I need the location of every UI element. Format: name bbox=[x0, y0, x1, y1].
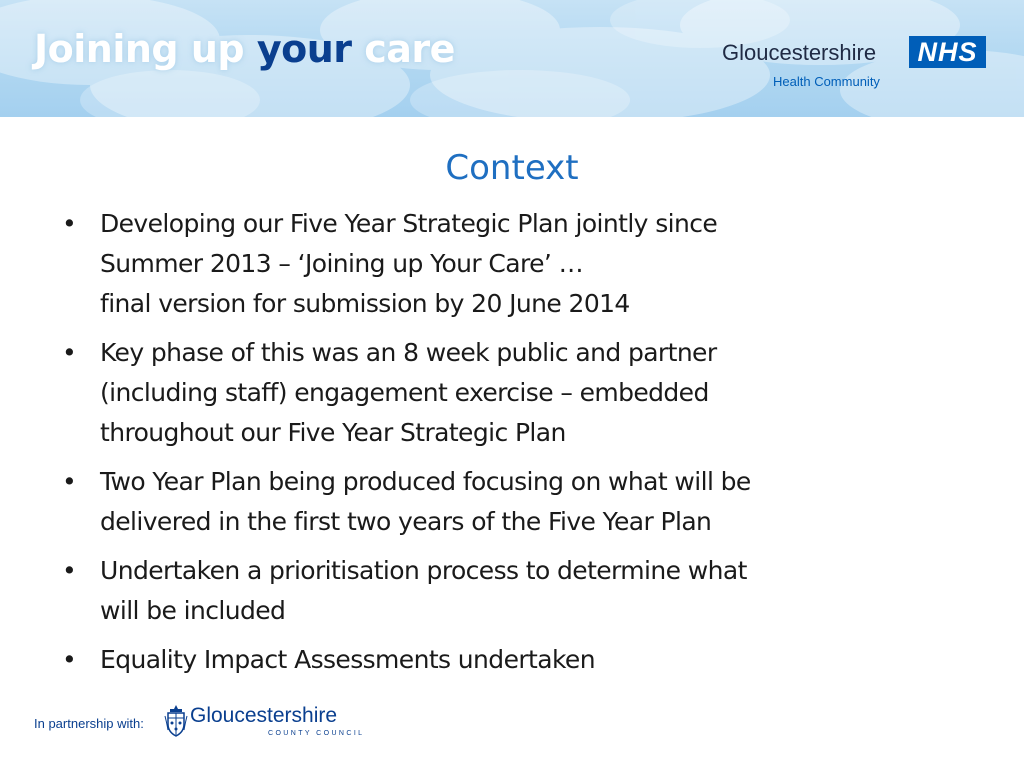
bullet-text-line: (including staff) engagement exercise – embedded bbox=[100, 378, 709, 407]
bullet-marker: • bbox=[62, 467, 77, 496]
bullet-item bbox=[62, 204, 962, 324]
bullet-text-line: Key phase of this was an 8 week public and partner bbox=[100, 338, 717, 367]
bullet-marker: • bbox=[62, 209, 77, 238]
bullet-text-line: Developing our Five Year Strategic Plan jointly since bbox=[100, 209, 718, 238]
bullet-text-line: Undertaken a prioritisation process to determine what bbox=[100, 556, 747, 585]
brand-text-part3: care bbox=[351, 27, 455, 71]
bullet-text-line: Equality Impact Assessments undertaken bbox=[100, 645, 595, 674]
bullet-item bbox=[62, 462, 962, 542]
trust-name: Gloucestershire bbox=[722, 40, 877, 65]
bullet-text-line: Two Year Plan being produced focusing on what will be bbox=[100, 467, 751, 496]
bullet-list bbox=[62, 204, 962, 689]
bullet-item bbox=[62, 640, 962, 680]
header-banner bbox=[0, 0, 1024, 117]
bullet-marker: • bbox=[62, 556, 77, 585]
bullet-text-line: final version for submission by 20 June 2014 bbox=[100, 289, 630, 318]
brand-text-part1: Joining up bbox=[34, 27, 257, 71]
bullet-text-line: Summer 2013 – ‘Joining up Your Care’ … bbox=[100, 249, 584, 278]
bullet-item bbox=[62, 551, 962, 631]
bullet-text-line: delivered in the first two years of the Five Year Plan bbox=[100, 507, 712, 536]
partnership-label: In partnership with: bbox=[34, 716, 144, 731]
nhs-logo: NHS bbox=[909, 36, 986, 68]
brand-title bbox=[34, 27, 455, 71]
bullet-text-line: throughout our Five Year Strategic Plan bbox=[100, 418, 566, 447]
bullet-text-line: will be included bbox=[100, 596, 286, 625]
slide-title: Context bbox=[445, 148, 579, 188]
brand-text-part2: your bbox=[256, 27, 352, 71]
council-subtitle: COUNTY COUNCIL bbox=[268, 730, 365, 737]
council-name: Gloucestershire bbox=[190, 704, 338, 727]
trust-subtitle: Health Community bbox=[773, 74, 880, 89]
council-crest-icon bbox=[164, 704, 188, 738]
bullet-marker: • bbox=[62, 338, 77, 367]
bullet-item bbox=[62, 333, 962, 453]
bullet-marker: • bbox=[62, 645, 77, 674]
